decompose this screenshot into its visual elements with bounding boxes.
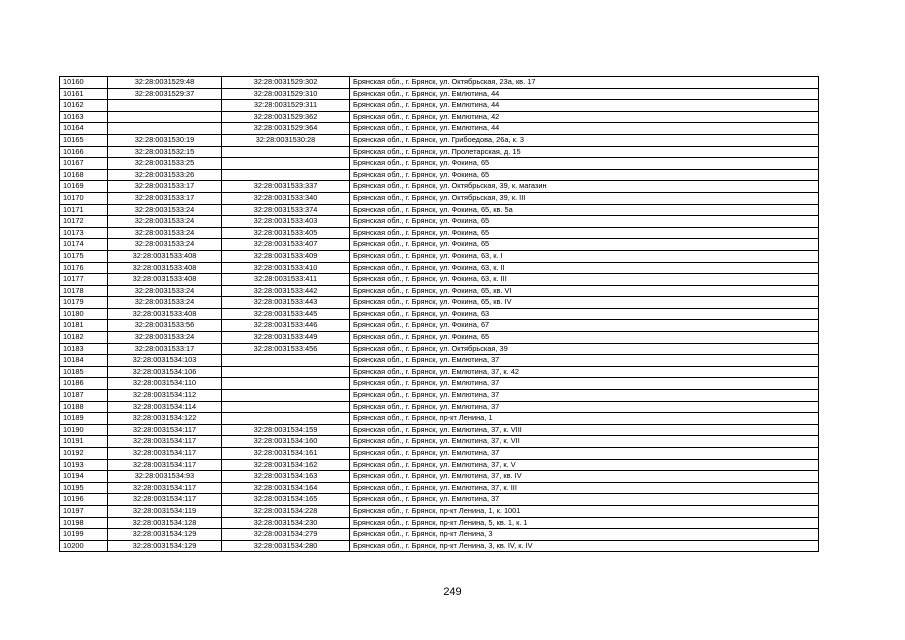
parcel-number-cell: 32:28:0031534:114	[108, 401, 222, 413]
parcel-number-cell: 32:28:0031533:17	[108, 192, 222, 204]
parcel-number-cell: 32:28:0031532:15	[108, 146, 222, 158]
parcel-number-cell: 32:28:0031534:103	[108, 355, 222, 367]
object-number-cell: 32:28:0031533:403	[222, 216, 350, 228]
row-number-cell: 10190	[60, 424, 108, 436]
parcel-number-cell	[108, 111, 222, 123]
table-row	[60, 459, 819, 471]
table-row	[60, 297, 819, 309]
object-number-cell: 32:28:0031534:228	[222, 505, 350, 517]
parcel-number-cell: 32:28:0031534:117	[108, 482, 222, 494]
row-number-cell: 10169	[60, 181, 108, 193]
table-row	[60, 366, 819, 378]
address-cell: Брянская обл., г. Брянск, пр-кт Ленина, 3	[350, 529, 819, 541]
parcel-number-cell: 32:28:0031534:106	[108, 366, 222, 378]
row-number-cell: 10163	[60, 111, 108, 123]
address-cell: Брянская обл., г. Брянск, ул. Емлютина, 37	[350, 378, 819, 390]
address-cell: Брянская обл., г. Брянск, ул. Емлютина, 37, к. 42	[350, 366, 819, 378]
parcel-number-cell: 32:28:0031534:129	[108, 529, 222, 541]
table-row	[60, 424, 819, 436]
object-number-cell: 32:28:0031533:407	[222, 239, 350, 251]
row-number-cell: 10185	[60, 366, 108, 378]
address-cell: Брянская обл., г. Брянск, ул. Фокина, 65	[350, 169, 819, 181]
table-row	[60, 169, 819, 181]
address-cell: Брянская обл., г. Брянск, ул. Емлютина, 44	[350, 100, 819, 112]
object-number-cell: 32:28:0031529:302	[222, 77, 350, 89]
row-number-cell: 10183	[60, 343, 108, 355]
address-cell: Брянская обл., г. Брянск, ул. Фокина, 65	[350, 239, 819, 251]
table-row	[60, 505, 819, 517]
row-number-cell: 10188	[60, 401, 108, 413]
row-number-cell: 10165	[60, 134, 108, 146]
table-row	[60, 320, 819, 332]
address-cell: Брянская обл., г. Брянск, ул. Фокина, 65	[350, 216, 819, 228]
object-number-cell: 32:28:0031534:279	[222, 529, 350, 541]
object-number-cell	[222, 390, 350, 402]
object-number-cell	[222, 401, 350, 413]
row-number-cell: 10197	[60, 505, 108, 517]
address-cell: Брянская обл., г. Брянск, ул. Октябрьская, 39	[350, 343, 819, 355]
row-number-cell: 10193	[60, 459, 108, 471]
object-number-cell: 32:28:0031533:443	[222, 297, 350, 309]
object-number-cell: 32:28:0031533:456	[222, 343, 350, 355]
property-table	[59, 76, 819, 552]
object-number-cell: 32:28:0031530:28	[222, 134, 350, 146]
address-cell: Брянская обл., г. Брянск, ул. Емлютина, 44	[350, 88, 819, 100]
table-row	[60, 448, 819, 460]
row-number-cell: 10173	[60, 227, 108, 239]
address-cell: Брянская обл., г. Брянск, ул. Октябрьская, 23а, кв. 17	[350, 77, 819, 89]
table-row	[60, 471, 819, 483]
object-number-cell: 32:28:0031533:405	[222, 227, 350, 239]
table-row	[60, 401, 819, 413]
object-number-cell	[222, 413, 350, 425]
parcel-number-cell: 32:28:0031534:110	[108, 378, 222, 390]
table-row	[60, 436, 819, 448]
table-row	[60, 285, 819, 297]
row-number-cell: 10187	[60, 390, 108, 402]
address-cell: Брянская обл., г. Брянск, ул. Фокина, 65, кв. 5а	[350, 204, 819, 216]
table-row	[60, 378, 819, 390]
table-row	[60, 204, 819, 216]
parcel-number-cell: 32:28:0031533:408	[108, 262, 222, 274]
parcel-number-cell: 32:28:0031534:117	[108, 494, 222, 506]
table-row	[60, 413, 819, 425]
object-number-cell: 32:28:0031534:164	[222, 482, 350, 494]
object-number-cell: 32:28:0031534:161	[222, 448, 350, 460]
address-cell: Брянская обл., г. Брянск, ул. Фокина, 63	[350, 308, 819, 320]
parcel-number-cell: 32:28:0031533:24	[108, 332, 222, 344]
address-cell: Брянская обл., г. Брянск, ул. Емлютина, 37, к. VII	[350, 436, 819, 448]
object-number-cell: 32:28:0031529:364	[222, 123, 350, 135]
address-cell: Брянская обл., г. Брянск, ул. Пролетарская, д. 15	[350, 146, 819, 158]
address-cell: Брянская обл., г. Брянск, ул. Фокина, 65	[350, 227, 819, 239]
table-row	[60, 262, 819, 274]
parcel-number-cell: 32:28:0031533:56	[108, 320, 222, 332]
parcel-number-cell: 32:28:0031533:17	[108, 343, 222, 355]
object-number-cell: 32:28:0031533:410	[222, 262, 350, 274]
row-number-cell: 10162	[60, 100, 108, 112]
address-cell: Брянская обл., г. Брянск, ул. Фокина, 67	[350, 320, 819, 332]
row-number-cell: 10179	[60, 297, 108, 309]
table-row	[60, 227, 819, 239]
table-row	[60, 250, 819, 262]
row-number-cell: 10184	[60, 355, 108, 367]
table-row	[60, 390, 819, 402]
address-cell: Брянская обл., г. Брянск, ул. Емлютина, 42	[350, 111, 819, 123]
address-cell: Брянская обл., г. Брянск, ул. Фокина, 63, к. II	[350, 262, 819, 274]
object-number-cell: 32:28:0031533:449	[222, 332, 350, 344]
table-row	[60, 494, 819, 506]
parcel-number-cell: 32:28:0031533:24	[108, 239, 222, 251]
row-number-cell: 10189	[60, 413, 108, 425]
table-row	[60, 540, 819, 552]
row-number-cell: 10178	[60, 285, 108, 297]
object-number-cell: 32:28:0031533:446	[222, 320, 350, 332]
address-cell: Брянская обл., г. Брянск, ул. Емлютина, 37	[350, 355, 819, 367]
address-cell: Брянская обл., г. Брянск, ул. Фокина, 65, кв. IV	[350, 297, 819, 309]
object-number-cell: 32:28:0031534:165	[222, 494, 350, 506]
object-number-cell: 32:28:0031533:340	[222, 192, 350, 204]
object-number-cell: 32:28:0031533:445	[222, 308, 350, 320]
object-number-cell: 32:28:0031533:409	[222, 250, 350, 262]
parcel-number-cell: 32:28:0031534:112	[108, 390, 222, 402]
table-row	[60, 123, 819, 135]
object-number-cell	[222, 146, 350, 158]
address-cell: Брянская обл., г. Брянск, ул. Фокина, 63, к. III	[350, 274, 819, 286]
address-cell: Брянская обл., г. Брянск, ул. Емлютина, 37, к. VIII	[350, 424, 819, 436]
object-number-cell: 32:28:0031533:442	[222, 285, 350, 297]
object-number-cell	[222, 378, 350, 390]
row-number-cell: 10199	[60, 529, 108, 541]
address-cell: Брянская обл., г. Брянск, ул. Фокина, 65	[350, 158, 819, 170]
table-row	[60, 192, 819, 204]
row-number-cell: 10186	[60, 378, 108, 390]
parcel-number-cell	[108, 123, 222, 135]
table-row	[60, 158, 819, 170]
object-number-cell: 32:28:0031533:337	[222, 181, 350, 193]
row-number-cell: 10200	[60, 540, 108, 552]
row-number-cell: 10195	[60, 482, 108, 494]
object-number-cell: 32:28:0031534:162	[222, 459, 350, 471]
object-number-cell	[222, 355, 350, 367]
address-cell: Брянская обл., г. Брянск, ул. Емлютина, 37	[350, 448, 819, 460]
address-cell: Брянская обл., г. Брянск, ул. Октябрьская, 39, к. III	[350, 192, 819, 204]
row-number-cell: 10194	[60, 471, 108, 483]
address-cell: Брянская обл., г. Брянск, ул. Емлютина, 37	[350, 390, 819, 402]
row-number-cell: 10191	[60, 436, 108, 448]
row-number-cell: 10170	[60, 192, 108, 204]
address-cell: Брянская обл., г. Брянск, пр-кт Ленина, 3, кв. IV, к. IV	[350, 540, 819, 552]
address-cell: Брянская обл., г. Брянск, ул. Емлютина, 44	[350, 123, 819, 135]
parcel-number-cell: 32:28:0031534:122	[108, 413, 222, 425]
object-number-cell: 32:28:0031533:411	[222, 274, 350, 286]
row-number-cell: 10192	[60, 448, 108, 460]
row-number-cell: 10174	[60, 239, 108, 251]
object-number-cell	[222, 366, 350, 378]
row-number-cell: 10181	[60, 320, 108, 332]
row-number-cell: 10167	[60, 158, 108, 170]
parcel-number-cell: 32:28:0031534:129	[108, 540, 222, 552]
object-number-cell: 32:28:0031529:362	[222, 111, 350, 123]
table-row	[60, 100, 819, 112]
object-number-cell: 32:28:0031534:160	[222, 436, 350, 448]
address-cell: Брянская обл., г. Брянск, ул. Емлютина, 37	[350, 401, 819, 413]
parcel-number-cell: 32:28:0031534:119	[108, 505, 222, 517]
parcel-number-cell: 32:28:0031533:17	[108, 181, 222, 193]
object-number-cell	[222, 169, 350, 181]
row-number-cell: 10171	[60, 204, 108, 216]
parcel-number-cell: 32:28:0031534:93	[108, 471, 222, 483]
address-cell: Брянская обл., г. Брянск, ул. Октябрьская, 39, к. магазин	[350, 181, 819, 193]
table-row	[60, 529, 819, 541]
object-number-cell: 32:28:0031534:280	[222, 540, 350, 552]
row-number-cell: 10176	[60, 262, 108, 274]
parcel-number-cell: 32:28:0031534:128	[108, 517, 222, 529]
table-row	[60, 482, 819, 494]
object-number-cell: 32:28:0031534:159	[222, 424, 350, 436]
table-row	[60, 77, 819, 89]
table-row	[60, 332, 819, 344]
address-cell: Брянская обл., г. Брянск, ул. Фокина, 65	[350, 332, 819, 344]
address-cell: Брянская обл., г. Брянск, пр-кт Ленина, 5, кв. 1, к. 1	[350, 517, 819, 529]
row-number-cell: 10172	[60, 216, 108, 228]
parcel-number-cell: 32:28:0031534:117	[108, 436, 222, 448]
parcel-number-cell: 32:28:0031534:117	[108, 424, 222, 436]
row-number-cell: 10164	[60, 123, 108, 135]
parcel-number-cell	[108, 100, 222, 112]
parcel-number-cell: 32:28:0031529:48	[108, 77, 222, 89]
address-cell: Брянская обл., г. Брянск, пр-кт Ленина, 1	[350, 413, 819, 425]
parcel-number-cell: 32:28:0031533:24	[108, 297, 222, 309]
address-cell: Брянская обл., г. Брянск, ул. Фокина, 63, к. I	[350, 250, 819, 262]
object-number-cell: 32:28:0031529:311	[222, 100, 350, 112]
parcel-number-cell: 32:28:0031533:408	[108, 274, 222, 286]
table-row	[60, 517, 819, 529]
object-number-cell: 32:28:0031534:230	[222, 517, 350, 529]
table-row	[60, 181, 819, 193]
address-cell: Брянская обл., г. Брянск, ул. Емлютина, 37, к. III	[350, 482, 819, 494]
parcel-number-cell: 32:28:0031534:117	[108, 448, 222, 460]
table-row	[60, 308, 819, 320]
row-number-cell: 10180	[60, 308, 108, 320]
parcel-number-cell: 32:28:0031534:117	[108, 459, 222, 471]
table-row	[60, 134, 819, 146]
table-row	[60, 88, 819, 100]
address-cell: Брянская обл., г. Брянск, ул. Грибоедова, 26а, к. 3	[350, 134, 819, 146]
table-row	[60, 111, 819, 123]
parcel-number-cell: 32:28:0031533:25	[108, 158, 222, 170]
row-number-cell: 10160	[60, 77, 108, 89]
parcel-number-cell: 32:28:0031533:24	[108, 285, 222, 297]
parcel-number-cell: 32:28:0031529:37	[108, 88, 222, 100]
object-number-cell: 32:28:0031529:310	[222, 88, 350, 100]
object-number-cell: 32:28:0031534:163	[222, 471, 350, 483]
parcel-number-cell: 32:28:0031533:24	[108, 227, 222, 239]
table-row	[60, 355, 819, 367]
address-cell: Брянская обл., г. Брянск, ул. Емлютина, 37	[350, 494, 819, 506]
row-number-cell: 10182	[60, 332, 108, 344]
address-cell: Брянская обл., г. Брянск, ул. Емлютина, 37, к. V	[350, 459, 819, 471]
object-number-cell	[222, 158, 350, 170]
parcel-number-cell: 32:28:0031533:408	[108, 308, 222, 320]
parcel-number-cell: 32:28:0031533:24	[108, 216, 222, 228]
parcel-number-cell: 32:28:0031533:408	[108, 250, 222, 262]
row-number-cell: 10161	[60, 88, 108, 100]
table-row	[60, 216, 819, 228]
row-number-cell: 10175	[60, 250, 108, 262]
row-number-cell: 10177	[60, 274, 108, 286]
table-body	[60, 77, 819, 552]
row-number-cell: 10196	[60, 494, 108, 506]
table-row	[60, 239, 819, 251]
table-row	[60, 274, 819, 286]
page-number: 249	[443, 586, 462, 598]
object-number-cell: 32:28:0031533:374	[222, 204, 350, 216]
parcel-number-cell: 32:28:0031533:26	[108, 169, 222, 181]
address-cell: Брянская обл., г. Брянск, ул. Фокина, 65, кв. VI	[350, 285, 819, 297]
parcel-number-cell: 32:28:0031530:19	[108, 134, 222, 146]
address-cell: Брянская обл., г. Брянск, пр-кт Ленина, 1, к. 1001	[350, 505, 819, 517]
table-row	[60, 343, 819, 355]
row-number-cell: 10166	[60, 146, 108, 158]
table-row	[60, 146, 819, 158]
row-number-cell: 10168	[60, 169, 108, 181]
address-cell: Брянская обл., г. Брянск, ул. Емлютина, 37, кв. IV	[350, 471, 819, 483]
parcel-number-cell: 32:28:0031533:24	[108, 204, 222, 216]
row-number-cell: 10198	[60, 517, 108, 529]
